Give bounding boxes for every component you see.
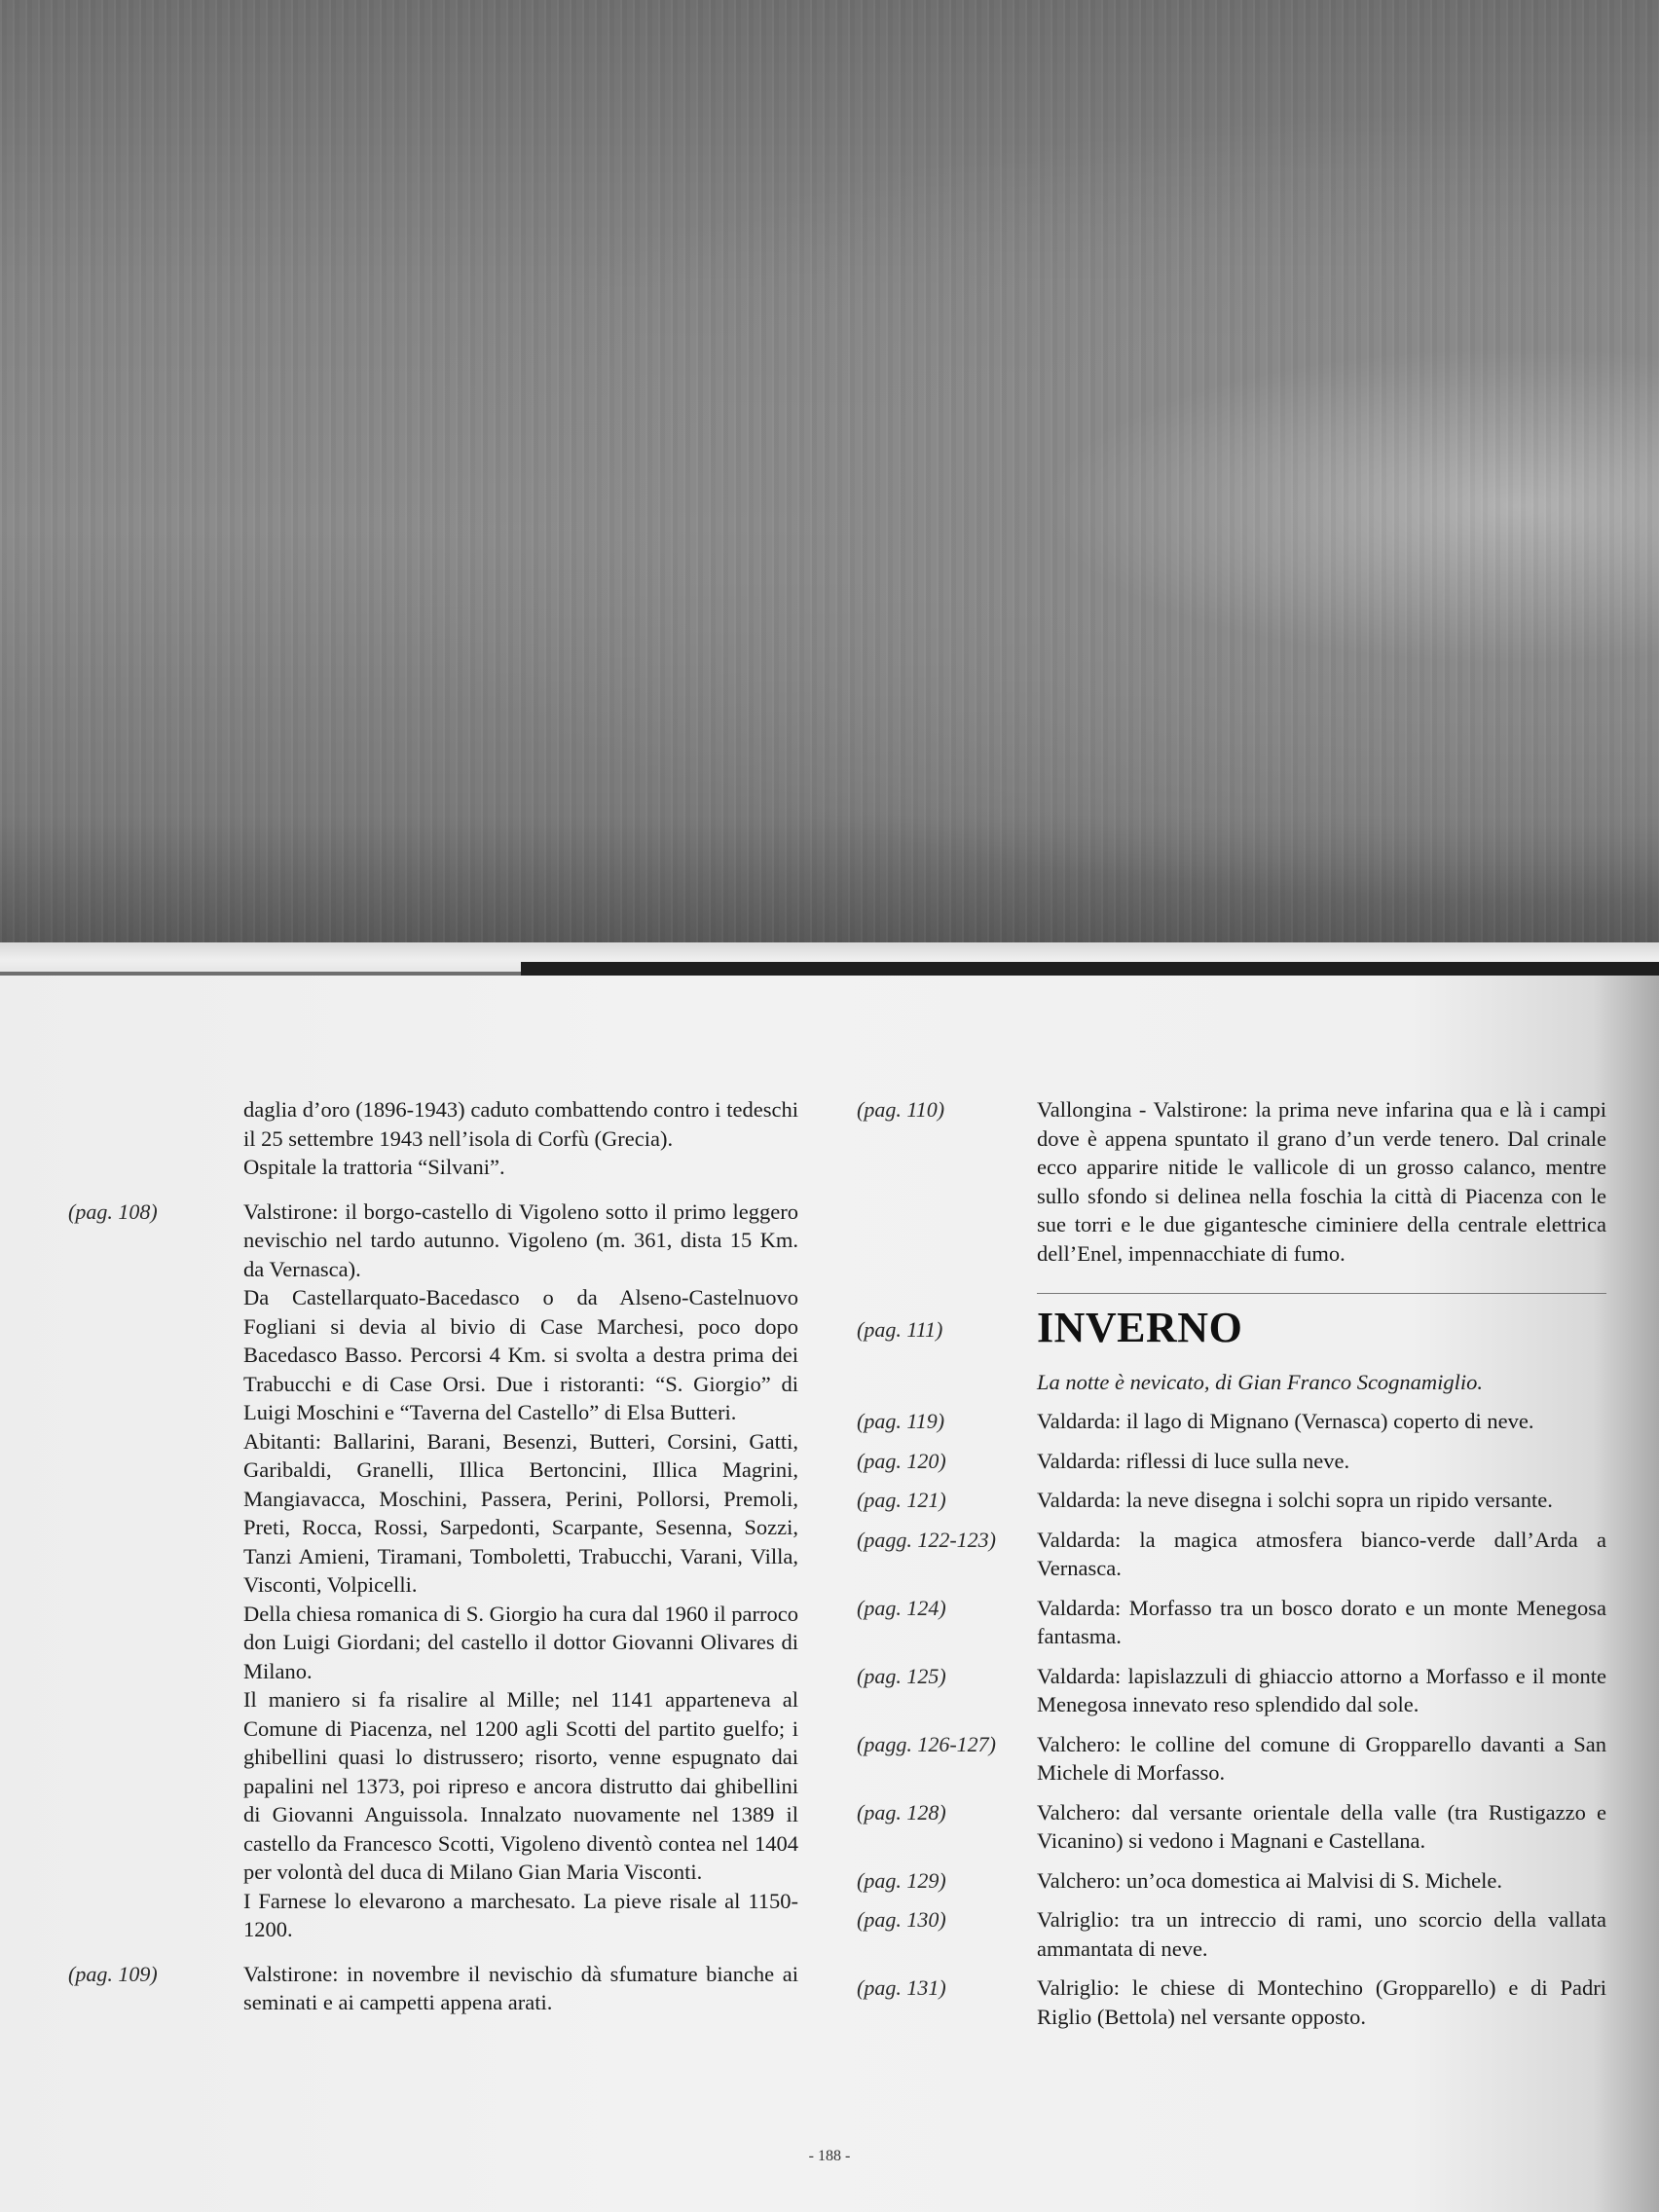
caption-text: Valdarda: la neve disegna i solchi sopra un ripido versante.	[1037, 1488, 1553, 1512]
caption-text	[243, 1960, 798, 2017]
caption-entry	[857, 1594, 1606, 1651]
caption-text: Valdarda: il lago di Mignano (Vernasca) coperto di neve.	[1037, 1409, 1534, 1433]
caption-paragraph: Della chiesa romanica di S. Giorgio ha cura dal 1960 il parroco don Luigi Giordani; del castello il dottor Giovanni Olivares di Milano.	[243, 1601, 798, 1683]
caption-entry	[857, 1866, 1606, 1896]
continuation-text	[243, 1095, 798, 1182]
continuation-paragraph: daglia d’oro (1896-1943) caduto combattendo contro i tedeschi il 25 settembre 1943 nell’isola di Corfù (Grecia).	[243, 1097, 798, 1151]
caption-entry	[857, 1973, 1606, 2031]
caption-text: Valdarda: Morfasso tra un bosco dorato e un monte Menegosa fantasma.	[1037, 1595, 1606, 1648]
caption-text: Valchero: le colline del comune di Gropparello davanti a San Michele di Morfasso.	[1037, 1731, 1606, 1785]
section-title: INVERNO	[1037, 1304, 1243, 1351]
caption-entry-108	[68, 1198, 798, 1944]
right-column	[857, 1095, 1606, 2042]
page-reference: (pag. 108)	[68, 1198, 158, 1224]
caption-text: Valriglio: le chiese di Montechino (Gropparello) e di Padri Riglio (Bettola) nel versante opposto.	[1037, 1975, 1606, 2029]
page-reference: (pagg. 122-123)	[857, 1527, 996, 1552]
book-cover-edge	[521, 962, 1659, 976]
page-reference: (pag. 109)	[68, 1961, 158, 1986]
section-subtitle: La notte è nevicato, di Gian Franco Scognamiglio.	[1037, 1370, 1484, 1394]
page-reference: (pag. 110)	[857, 1097, 945, 1122]
caption-text	[243, 1198, 798, 1944]
caption-paragraph: Valstirone: il borgo-castello di Vigoleno sotto il primo leggero nevischio nel tardo autunno. Vigoleno (m. 361, dista 15 Km. da Vernasca).	[243, 1198, 798, 1281]
caption-entry	[857, 1905, 1606, 1963]
page-reference: (pag. 124)	[857, 1595, 946, 1620]
caption-entry	[857, 1662, 1606, 1719]
caption-paragraph: Da Castellarquato-Bacedasco o da Alseno-Castelnuovo Fogliani si devia al bivio di Case Marchesi, poco dopo Bacedasco Basso. Percorsi 4 Km. si svolta a destra prima dei Trabucchi e di Case Orsi. Due i ristoranti: “S. Giorgio” di Luigi Moschini e “Taverna del Castello” di Elsa Butteri.	[243, 1285, 798, 1424]
caption-paragraph: Valstirone: in novembre il nevischio dà sfumature bianche ai seminati e ai campetti appena arati.	[243, 1961, 798, 2014]
caption-entry	[857, 1526, 1606, 1583]
page-reference: (pag. 119)	[857, 1409, 945, 1433]
caption-text: Valdarda: lapislazzuli di ghiaccio attorno a Morfasso e il monte Menegosa innevato reso splendido dal sole.	[1037, 1663, 1606, 1716]
caption-entry-110	[857, 1095, 1606, 1268]
caption-entry	[857, 1798, 1606, 1856]
page-reference: (pag. 120)	[857, 1448, 946, 1473]
section-divider	[1037, 1293, 1606, 1294]
page-reference: (pag. 128)	[857, 1799, 946, 1825]
caption-entry-109	[68, 1960, 798, 2017]
caption-paragraph: Il maniero si fa risalire al Mille; nel 1141 apparteneva al Comune di Piacenza, nel 1200 agli Scotti del partito guelfo; i ghibellini quasi lo distrussero; risorto, venne espugnato dai papalini nel 1373, poi ripreso e ancora distrutto dai ghibellini di Giovanni Anguissola. Innalzato nuovamente nel 1389 il castello da Francesco Scotti, Vigoleno diventò contea nel 1404 per volontà del duca di Milano Gian Maria Visconti.	[243, 1687, 798, 1884]
caption-text: Valriglio: tra un intreccio di rami, uno scorcio della vallata ammantata di neve.	[1037, 1907, 1606, 1961]
left-column	[68, 1095, 798, 2017]
page-reference: (pagg. 126-127)	[857, 1731, 996, 1756]
page-number: - 188 -	[808, 2148, 851, 2164]
caption-entry	[857, 1486, 1606, 1515]
page-reference: (pag. 129)	[857, 1867, 946, 1893]
page-reference: (pag. 131)	[857, 1975, 946, 2000]
page-reference: (pag. 111)	[857, 1317, 943, 1342]
caption-text: Vallongina - Valstirone: la prima neve infarina qua e là i campi dove è appena spuntato il grano d’un verde tenero. Dal crinale ecco apparire nitide le vallicole di un grosso calanco, mentre sullo sfondo si delinea nella foschia la città di Piacenza con le sue torri e le due gigantesche ciminiere della centrale elettrica dell’Enel, impennacchiate di fumo.	[1037, 1097, 1606, 1266]
caption-entry	[857, 1407, 1606, 1436]
background-surface	[0, 0, 1659, 959]
caption-text: Valchero: dal versante orientale della valle (tra Rustigazzo e Vicanino) si vedono i Magnani e Castellana.	[1037, 1799, 1606, 1853]
page-reference: (pag. 125)	[857, 1663, 946, 1688]
section-heading-entry	[857, 1302, 1606, 1354]
caption-entry	[857, 1447, 1606, 1476]
page-reference: (pag. 121)	[857, 1488, 946, 1512]
page-reference: (pag. 130)	[857, 1907, 946, 1932]
caption-paragraph: Abitanti: Ballarini, Barani, Besenzi, Butteri, Corsini, Gatti, Garibaldi, Granelli, Illica Bertoncini, Illica Magrini, Mangiavacca, Moschini, Passera, Perini, Pollorsi, Premoli, Preti, Rocca, Rossi, Sarpedonti, Scarpante, Sesenna, Sozzi, Tanzi Amieni, Tiramani, Tomboletti, Trabucchi, Varani, Villa, Visconti, Volpicelli.	[243, 1428, 798, 1597]
continuation-paragraph: Ospitale la trattoria “Silvani”.	[243, 1155, 505, 1179]
caption-paragraph: I Farnese lo elevarono a marchesato. La pieve risale al 1150-1200.	[243, 1888, 798, 1941]
caption-entry	[857, 1730, 1606, 1788]
caption-text: Valdarda: la magica atmosfera bianco-verde dall’Arda a Vernasca.	[1037, 1527, 1606, 1580]
caption-text: Valdarda: riflessi di luce sulla neve.	[1037, 1448, 1350, 1473]
caption-text: Valchero: un’oca domestica ai Malvisi di S. Michele.	[1037, 1867, 1502, 1893]
